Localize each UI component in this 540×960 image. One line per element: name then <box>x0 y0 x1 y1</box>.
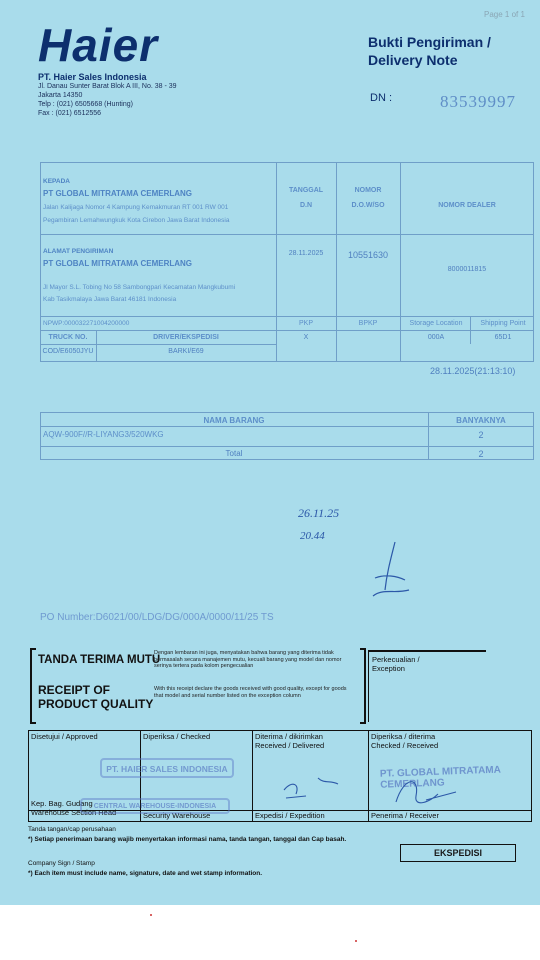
pkp-label: PKP <box>298 320 313 327</box>
nomor-value: 10551630 <box>347 250 389 260</box>
haier-stamp-bottom: CENTRAL WAREHOUSE-INDONESIA <box>80 798 230 814</box>
haier-stamp-top: PT. HAIER SALES INDONESIA <box>100 758 234 778</box>
approved-label: Disetujui / Approved <box>31 732 98 741</box>
ship-customer: PT GLOBAL MITRATAMA CEMERLANG <box>43 259 193 268</box>
receipt-bracket-left <box>30 648 36 724</box>
expedition-label: Expedisi / Expedition <box>255 811 325 820</box>
print-timestamp: 28.11.2025(21:13:10) <box>430 366 516 376</box>
truck-value: COD/E6050JYU <box>42 348 94 355</box>
storage-value: 000A <box>427 334 445 341</box>
delivered-label: Diterima / dikirimkan Received / Delivered <box>255 732 325 750</box>
signature-mark <box>365 538 415 608</box>
document-title-line2: Delivery Note <box>368 51 458 68</box>
dn-label: DN : <box>370 92 392 104</box>
handwritten-date: 26.11.25 <box>298 506 340 520</box>
nomor-sub: D.O.W/SO <box>351 202 385 209</box>
shipping-point-label: Shipping Point <box>480 320 526 327</box>
sign-company-label: Tanda tangan/cap perusahaan <box>28 826 116 833</box>
truck-label: TRUCK NO. <box>48 334 88 341</box>
date-value: 28.11.2025 <box>288 250 324 257</box>
item-name: AQW-900F//R-LIYANG3/520WKG <box>43 430 164 439</box>
expedition-signature <box>278 770 348 810</box>
note-id: *) Setiap penerimaan barang wajib menyertakan informasi nama, tanda tangan, tanggal dan Cap basah. <box>28 836 347 843</box>
speck <box>355 940 357 942</box>
customer-stamp: PT. GLOBAL MITRATAMA CEMERLANG <box>379 764 501 791</box>
nomor-label: NOMOR <box>354 187 382 194</box>
company-address-2: Jakarta 14350 <box>38 92 83 99</box>
company-phone: Telp : (021) 6505668 (Hunting) <box>38 101 133 108</box>
receiver-label: Penerima / Receiver <box>371 811 439 820</box>
tanggal-label: TANGGAL <box>288 187 324 194</box>
col-item-name: NAMA BARANG <box>203 416 265 425</box>
tanggal-sub: D.N <box>299 202 313 209</box>
driver-label: DRIVER/EKSPEDISI <box>153 334 219 341</box>
shipping-value: 65D1 <box>494 334 512 341</box>
col-quantity: BANYAKNYA <box>456 416 506 425</box>
ship-label: ALAMAT PENGIRIMAN <box>43 248 114 255</box>
receipt-title-id: TANDA TERIMA MUTU <box>38 654 161 666</box>
total-qty: 2 <box>478 449 484 459</box>
checked-label: Diperiksa / Checked <box>143 732 211 741</box>
item-qty: 2 <box>478 430 484 440</box>
receipt-bracket-right <box>360 648 366 724</box>
customer-name: PT GLOBAL MITRATAMA CEMERLANG <box>43 189 193 198</box>
company-fax: Fax : (021) 6512556 <box>38 110 102 117</box>
ekspedisi-box: EKSPEDISI <box>400 844 516 862</box>
ship-address-2: Kab Tasikmalaya Jawa Barat 46181 Indonesia <box>43 296 177 303</box>
receipt-text-id: Dengan lembaran ini juga, menyatakan bahwa barang yang diterima tidak bermasalah secara manajemen mutu, kecuali barang yang model dan nomor serinya tertera pada kolom pengecualian <box>154 650 342 670</box>
kepada-label: KEPADA <box>43 178 70 185</box>
driver-value: BARKI/E69 <box>168 348 204 355</box>
warehouse-head-label: Kep. Bag. Gudang Warehouse Section Head <box>31 799 117 817</box>
company-address-1: Jl. Danau Sunter Barat Blok A III, No. 38 - 39 <box>38 83 177 90</box>
exception-label: Perkecualian / Exception <box>372 655 420 673</box>
document-title-line1: Bukti Pengiriman / <box>368 34 491 50</box>
speck <box>150 914 152 916</box>
receipt-title-en: RECEIPT OF PRODUCT QUALITY <box>38 683 154 711</box>
received-label: Diperiksa / diterima Checked / Received <box>371 732 439 750</box>
dealer-label: NOMOR DEALER <box>438 202 496 209</box>
dealer-value: 8000011815 <box>447 266 487 273</box>
document-title <box>368 34 491 69</box>
security-label: Security Warehouse <box>143 811 211 820</box>
company-name: PT. Haier Sales Indonesia <box>38 72 147 82</box>
receiver-signature <box>386 772 466 812</box>
dn-number: 83539997 <box>440 92 516 111</box>
pkp-value: X <box>303 334 309 341</box>
haier-logo: Haier <box>38 19 159 71</box>
page-number: Page 1 of 1 <box>484 10 525 19</box>
handwritten-time: 20.44 <box>300 530 325 542</box>
customer-address-2: Pegambiran Lemahwungkuk Kota Cirebon Jawa Barat Indonesia <box>43 217 230 224</box>
total-label: Total <box>225 449 243 458</box>
npwp: NPWP:000032271004200000 <box>43 320 130 327</box>
bpkp-label: BPKP <box>358 320 378 327</box>
note-en: *) Each item must include name, signature, date and wet stamp information. <box>28 870 263 877</box>
sign-stamp-label: Company Sign / Stamp <box>28 860 95 867</box>
storage-location-label: Storage Location <box>409 320 463 327</box>
ship-address-1: Jl Mayor S.L. Tobing No 58 Sambongpari Kecamatan Mangkubumi <box>43 284 236 291</box>
customer-address-1: Jalan Kalijaga Nomor 4 Kampung Kemakmuran RT 001 RW 001 <box>43 204 229 211</box>
receipt-text-en: With this receipt declare the goods received with good quality, except for goods that model and serial number listed on the exception column <box>154 686 347 699</box>
po-number: PO Number:D6021/00/LDG/DG/000A/0000/11/25 TS <box>40 612 274 623</box>
